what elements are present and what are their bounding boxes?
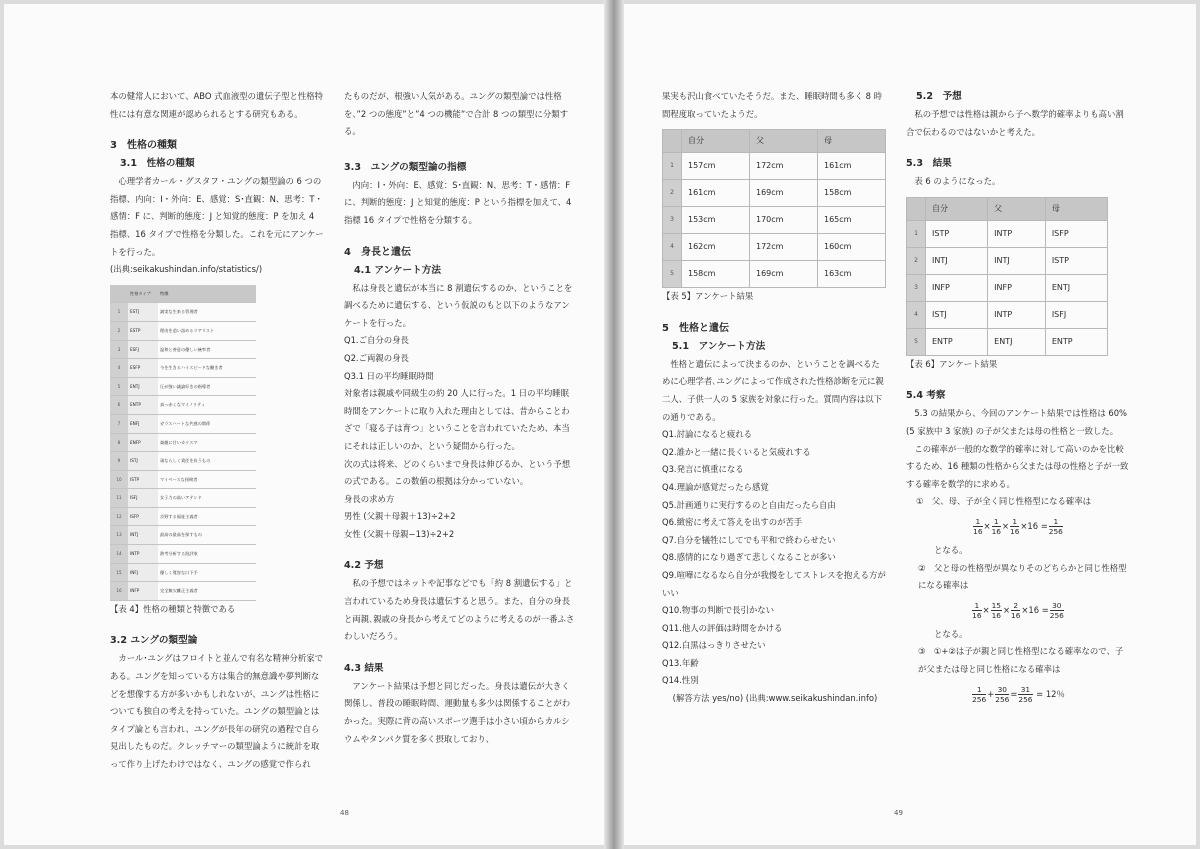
fraction (1011, 601, 1020, 620)
table-row (110, 563, 256, 582)
book-gutter (604, 0, 624, 849)
table-row (110, 452, 256, 471)
header-cell: 母 (1045, 197, 1107, 220)
table-row (110, 526, 256, 545)
table-cell: 2 (110, 321, 128, 340)
table-cell: ENTP (128, 396, 158, 415)
case-1-result: となる。 (934, 544, 968, 555)
table-cell: 4 (663, 234, 682, 261)
table-cell: 2 (663, 180, 682, 207)
header-cell-number (907, 197, 926, 220)
table-cell: 4 (110, 359, 128, 378)
fraction (973, 517, 982, 536)
section-3-1-heading: 3.1 性格の種類 (120, 158, 195, 170)
section-3-1-source: (出典:seikakushindan.info/statistics/) (110, 264, 263, 275)
denominator: 256 (1049, 610, 1064, 620)
numerator: 30 (995, 685, 1009, 695)
table-5-caption: 【表 5】アンケート結果 (662, 291, 754, 302)
table-cell: ISTJ (128, 452, 158, 471)
table-cell: 京野する福祉主義者 (158, 507, 256, 526)
table-4 (110, 285, 256, 601)
table-cell: INFJ (128, 563, 158, 582)
header-cell-number (663, 130, 682, 153)
fraction (1018, 685, 1032, 704)
denominator: 256 (1018, 694, 1033, 704)
denominator: 256 (1048, 526, 1063, 536)
table-cell: 3 (907, 274, 926, 301)
table-cell: マイペースな探検者 (158, 470, 256, 489)
page-number-48: 48 (340, 809, 349, 817)
table-row (110, 507, 256, 526)
table-cell: 162cm (682, 234, 750, 261)
question-item: Q5.計画通りに実行するのと自由だったら自由 (662, 499, 836, 510)
table-cell: 11 (110, 489, 128, 508)
table-cell: ISTP (128, 470, 158, 489)
table-row (663, 261, 886, 288)
table-5 (662, 129, 886, 288)
section-5-2-heading: 5.2 予想 (916, 91, 962, 102)
table-cell: ISFP (1045, 220, 1107, 247)
multiplier: ×16 = (1021, 604, 1049, 615)
section-5-3-heading: 5.3 結果 (906, 158, 952, 170)
table-cell: 8 (110, 433, 128, 452)
table-row (907, 220, 1108, 247)
table-cell: 圧が強い議論好きの指導者 (158, 377, 256, 396)
table-cell: ISTJ (926, 301, 988, 328)
section-4-3-body: アンケート結果は予想と同じだった。身長は遺伝が大きく関係し、普段の睡眠時間、運動量も多少は関係することがわかった。実際に背の高いスポーツ選手は小さい頃からカルシウムやタンパク質を多く摂取しており、 (344, 680, 571, 744)
section-5-heading: 5 性格と遺伝 (662, 322, 729, 334)
fraction (1050, 601, 1064, 620)
fraction (1049, 517, 1063, 536)
formula-male: 男性 (父親＋母親＋13)÷2+2 (344, 511, 456, 522)
table-cell: 153cm (682, 207, 750, 234)
table-cell: 6 (110, 396, 128, 415)
table-6 (906, 197, 1108, 356)
table-cell: 温和と善意の優しい統率者 (158, 340, 256, 359)
answer-note: (解答方法 yes/no) (出典:www.seikakushindan.info) (672, 693, 878, 704)
table-cell: 158cm (682, 261, 750, 288)
formula-female: 女性 (父親＋母親−13)÷2+2 (344, 528, 455, 539)
right-column-2 (906, 88, 1130, 710)
table-row (663, 207, 886, 234)
table-cell: INTJ (128, 526, 158, 545)
table-cell: 楽観に甘いカリスマ (158, 433, 256, 452)
table-cell: 169cm (750, 261, 818, 288)
table-row (907, 328, 1108, 355)
table-cell: 2 (907, 247, 926, 274)
page-49 (624, 4, 1196, 845)
table-cell: INTP (128, 545, 158, 564)
table-row (110, 303, 256, 322)
table-cell: 3 (663, 207, 682, 234)
question-list (662, 426, 888, 690)
question-item: Q6.緻密に考えて答えを出すのが苦手 (662, 517, 803, 528)
table-cell: 165cm (818, 207, 886, 234)
left-column-1 (110, 88, 324, 774)
header-cell: 自分 (926, 197, 988, 220)
table-row (907, 301, 1108, 328)
table-cell: 今を生きるハイスピードな働き者 (158, 359, 256, 378)
table-header-row (663, 130, 886, 153)
numerator: 31 (1018, 685, 1032, 695)
table-cell: ENTJ (988, 328, 1046, 355)
question-item: Q8.感情的になり過ぎて悲しくなることが多い (662, 552, 836, 563)
table-row (110, 433, 256, 452)
table-cell: ENTP (1045, 328, 1107, 355)
section-5-3-body: 表 6 のようになった。 (914, 176, 1001, 187)
section-3-3-heading: 3.3 ユングの類型論の指標 (344, 161, 467, 173)
table-cell: 頑ならしく責任を負うもの (158, 452, 256, 471)
table-cell: ESTJ (128, 303, 158, 322)
header-cell: 自分 (682, 130, 750, 153)
table-row (110, 321, 256, 340)
numerator: 2 (1011, 601, 1020, 611)
table-cell: 14 (110, 545, 128, 564)
table-cell: ISFJ (1045, 301, 1107, 328)
header-cell: 特徴 (158, 285, 256, 303)
table-cell: ESFP (128, 359, 158, 378)
numerator: 1 (972, 685, 986, 695)
table-cell: 5 (663, 261, 682, 288)
section-4-1-body: 私は身長と遺伝が本当に 8 割遺伝するのか、ということを調べるために遺伝する、という仮説のもと以下のようなアンケートを行った。 (344, 282, 573, 328)
fraction (1010, 517, 1019, 536)
result-value: = 12％ (1033, 688, 1065, 699)
table-row (907, 247, 1108, 274)
table-row (663, 153, 886, 180)
table-cell: 16 (110, 582, 128, 601)
question-item: Q2.誰かと一緒に長くいると気疲れする (662, 446, 811, 457)
denominator: 16 (1011, 610, 1021, 620)
formula-title: 身長の求め方 (344, 493, 395, 504)
table-cell: 170cm (750, 207, 818, 234)
fraction (991, 601, 1002, 620)
denominator: 16 (991, 526, 1001, 536)
section-4-2-body: 私の予想ではネットや記事などでも「約 8 割遺伝する」と言われているため身長は遺伝すると思う。また、自分の身長と両親､親戚の身長から考えてどのように考えるのが一番ふさわしいだろう。 (344, 578, 575, 642)
table-cell: ISFJ (128, 489, 158, 508)
denominator: 16 (973, 526, 983, 536)
table-row (663, 180, 886, 207)
table-cell: ISTP (926, 220, 988, 247)
table-cell: 4 (907, 301, 926, 328)
page-number-49: 49 (894, 809, 903, 817)
table-cell: INTJ (988, 247, 1046, 274)
table-cell: INFP (988, 274, 1046, 301)
section-5-4-body-2: この確率が一般的な数学的確率に対して高いのかを比較するため、16 種類の性格から父または母の性格と子が一致する確率を数学的に求める。 (906, 443, 1129, 489)
page-48 (4, 4, 604, 845)
table-cell: 3 (110, 340, 128, 359)
table-header-row (907, 197, 1108, 220)
equation-2: $\frac{1}{16}$ × $\frac{15}{16}$ × $\frac{2}{16}$ ×16 = $\frac{30}{256}$ (972, 600, 1064, 620)
table-cell: INTP (988, 220, 1046, 247)
header-cell-number (110, 285, 128, 303)
question-item: Q12.白黒はっきりさせたい (662, 640, 766, 651)
fraction (972, 601, 981, 620)
table-cell: 10 (110, 470, 128, 489)
table-row (110, 470, 256, 489)
table-cell: ESTP (128, 321, 158, 340)
formula-paragraph: 次の式は将来、どのくらいまで身長は伸びるか、という予想の式である。この数値の根拠は分かっていない。 (344, 458, 571, 487)
table-cell: 最高の最高を探すもの (158, 526, 256, 545)
table-cell: 女子力の高いアテンド (158, 489, 256, 508)
header-cell: 父 (750, 130, 818, 153)
table-row (110, 582, 256, 601)
table-cell: 172cm (750, 234, 818, 261)
table-cell: INTP (988, 301, 1046, 328)
question-2: Q2.ご両親の身長 (344, 352, 409, 363)
section-5-4-heading: 5.4 考察 (906, 390, 946, 402)
case-3: ③ ①+②は子が親と同じ性格型になる確率なので、子が父または母と同じ性格になる確率は (918, 646, 1124, 674)
section-5-2-body: 私の予想では性格は親から子へ数学的確率よりも高い割合で伝わるのではないかと考えた。 (906, 109, 1124, 137)
table-6-caption: 【表 6】アンケート結果 (906, 358, 998, 369)
table-cell: 理由を追い詰めるリアリスト (158, 321, 256, 340)
table-cell: ENTJ (1045, 274, 1107, 301)
section-3-2-heading: 3.2 ユングの類型論 (110, 635, 198, 647)
table-cell: 誠実な生来る管理者 (158, 303, 256, 322)
table-row (110, 545, 256, 564)
question-item: Q7.自分を犠牲にしてでも平和で終わらせたい (662, 534, 836, 545)
table-cell: 161cm (818, 153, 886, 180)
table-cell: 7 (110, 414, 128, 433)
case-2-result: となる。 (934, 628, 968, 639)
table-cell: ISFP (128, 507, 158, 526)
table-header-row (110, 285, 256, 303)
numerator: 1 (1010, 517, 1019, 527)
section-5-4-body-1: 5.3 の結果から、今回のアンケート結果では性格は 60% (5 家族中 3 家族) の子が父または母の性格と一致した。 (906, 408, 1128, 436)
table-cell: 13 (110, 526, 128, 545)
header-cell: 性格タイプ (128, 285, 158, 303)
table-cell: ISTP (1045, 247, 1107, 274)
case-1: ① 父、母、子が全く同じ性格型になる確率は (916, 496, 1092, 507)
table-row (110, 396, 256, 415)
table-cell: 9 (110, 452, 128, 471)
table-cell: ENTP (926, 328, 988, 355)
table-cell: 1 (907, 220, 926, 247)
section-4-1-heading: 4.1 アンケート方法 (354, 264, 441, 276)
left-column-2 (344, 88, 576, 748)
table-cell: INTJ (926, 247, 988, 274)
table-cell: 161cm (682, 180, 750, 207)
right-column-1 (662, 88, 888, 708)
section-3-2-body: カール･ユングはフロイトと並んで有名な精神分析家である。ユングを知っている方は集合的無意識や夢判断などを想像する方が多いかもしれないが、ユングは性格についても独自の考えを持っていた。ユングの類型論とはタイプ論とも言われ、ユングが長年の研究の過程で自ら見出したものだ。クレッチマーの類型論ように統計を取って作り上げたわけではなく、ユングの感覚で作られ (110, 653, 323, 769)
table-cell: 熱考分析する批評家 (158, 545, 256, 564)
table-cell: 1 (110, 303, 128, 322)
denominator: 256 (995, 694, 1010, 704)
denominator: 16 (1010, 526, 1020, 536)
table-cell: INFP (926, 274, 988, 301)
numerator: 1 (972, 601, 981, 611)
table-cell: ガラスハートな共感の関係 (158, 414, 256, 433)
table-cell: 5 (110, 377, 128, 396)
fraction (995, 685, 1009, 704)
denominator: 16 (972, 610, 982, 620)
table-cell: 12 (110, 507, 128, 526)
question-3: Q3.1 日の平均睡眠時間 (344, 370, 434, 381)
continued-paragraph: 果実も沢山食べていたそうだ。また、睡眠時間も多く 8 時間程度取っていたようだ。 (662, 91, 883, 119)
fraction (972, 685, 986, 704)
intro-paragraph: 本の健常人において、ABO 式血液型の遺伝子型と性格特性には有意な関連が認められるとする研究もある。 (110, 91, 324, 119)
table-row (110, 359, 256, 378)
table-cell: 優しく寛容な口下手 (158, 563, 256, 582)
table-cell: ENFJ (128, 414, 158, 433)
table-cell: ESFJ (128, 340, 158, 359)
section-5-1-body: 性格と遺伝によって決まるのか、ということを調べるために心理学者､ユングによって作成された性格診断を元に親二人、子供一人の 5 家族を対象に行った。質問内容は以下の通りである。 (662, 358, 884, 422)
question-item: Q9.喧嘩になるなら自分が我慢をしてストレスを抱える方がいい (662, 569, 886, 598)
numerator: 15 (991, 600, 1001, 610)
table-row (110, 414, 256, 433)
question-item: Q10.物事の判断で長引かない (662, 605, 775, 616)
equation-3: $\frac{1}{256}$ + $\frac{30}{256}$ = $\frac{31}{256}$ = 12％ (972, 684, 1065, 704)
numerator: 30 (1050, 601, 1064, 611)
section-5-1-heading: 5.1 アンケート方法 (672, 340, 766, 352)
question-item: Q1.討論になると疲れる (662, 429, 752, 440)
section-4-2-heading: 4.2 予想 (344, 560, 384, 572)
multiplier: ×16 = (1020, 520, 1048, 531)
table-cell: 172cm (750, 153, 818, 180)
section-3-heading: 3 性格の種類 (110, 140, 177, 152)
table-cell: 160cm (818, 234, 886, 261)
table-cell: 169cm (750, 180, 818, 207)
question-item: Q4.理論が感覚だったら感覚 (662, 481, 769, 492)
table-row (663, 234, 886, 261)
denominator: 16 (991, 610, 1001, 620)
section-4-3-heading: 4.3 結果 (344, 662, 384, 674)
header-cell: 母 (818, 130, 886, 153)
table-cell: 1 (663, 153, 682, 180)
table-cell: ENFP (128, 433, 158, 452)
table-cell: 真っ赤くなマイノリティ (158, 396, 256, 415)
section-4-heading: 4 身長と遺伝 (344, 246, 411, 258)
table-cell: 163cm (818, 261, 886, 288)
section-3-1-body: 心理学者カール・グスタフ・ユングの類型論の 6 つの指標、内向：I・外向：E、感覚：S･直観：N、思考：T・感情：F に、判断的態度：J と知覚的態度：P を加え 4 指標、16 タイプで性格を分類した。これを元にアンケートを行った。 (110, 176, 324, 257)
section-3-3-body: 内向：I・外向：E、感覚：S･直観：N、思考：T・感情：F に、判断的態度：J と知覚的態度：P という指標を加えて、4 指標 16 タイプで性格を分類する。 (344, 179, 572, 225)
denominator: 256 (972, 694, 987, 704)
question-item: Q13.年齢 (662, 657, 699, 668)
table-cell: 15 (110, 563, 128, 582)
table-cell: INFP (128, 582, 158, 601)
table-row (110, 377, 256, 396)
table-cell: 158cm (818, 180, 886, 207)
numerator: 1 (992, 517, 1001, 527)
table-row (907, 274, 1108, 301)
question-item: Q11.他人の評価は時間をかける (662, 622, 783, 633)
fraction (992, 517, 1001, 536)
numerator: 1 (1049, 517, 1063, 527)
table-cell: 157cm (682, 153, 750, 180)
numerator: 1 (973, 517, 982, 527)
equation-1: $\frac{1}{16}$ × $\frac{1}{16}$ × $\frac{1}{16}$ ×16 = $\frac{1}{256}$ (973, 516, 1063, 536)
table-cell: ENTJ (128, 377, 158, 396)
table-cell: 5 (907, 328, 926, 355)
table-row (110, 489, 256, 508)
table-cell: 完全無欠離正主義者 (158, 582, 256, 601)
table-4-caption: 【表 4】性格の種類と特徴である (110, 603, 236, 614)
header-cell: 父 (988, 197, 1046, 220)
case-2: ② 父と母の性格型が異なりそのどちらかと同じ性格型になる確率は (918, 562, 1127, 591)
question-1: Q1.ご自分の身長 (344, 335, 409, 346)
question-item: Q3.発言に慎重になる (662, 464, 744, 475)
question-item: Q14.性別 (662, 675, 699, 686)
continued-paragraph: たものだが、根強い人気がある。ユングの類型論では性格を、”2 つの態度”と”4 つの機能”で合計 8 つの類型に分類する。 (344, 91, 569, 137)
table-row (110, 340, 256, 359)
target-paragraph: 対象者は親戚や同級生の約 20 人に行った。1 日の平均睡眠時間をアンケートに取り入れた理由としては、昔からことわざで「寝る子は育つ」ということを言われていたため、本当にそれは正しいのか、という疑問から行った。 (344, 388, 570, 451)
